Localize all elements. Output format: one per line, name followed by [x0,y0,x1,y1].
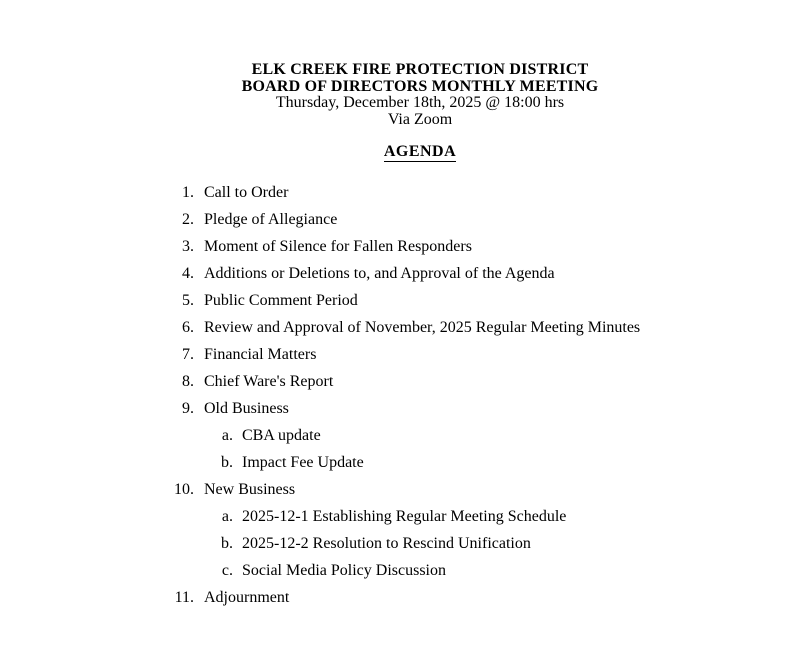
item-text: Review and Approval of November, 2025 Regular Meeting Minutes [204,319,641,336]
item-number: 5. [182,292,194,309]
item-number: 9. [182,400,194,417]
agenda-item [0,476,800,503]
subitem-letter: a. [221,508,233,525]
item-text: Call to Order [204,184,289,201]
agenda-heading-text: AGENDA [383,143,457,160]
subitem-text: Social Media Policy Discussion [242,562,446,579]
item-number: 3. [182,238,194,255]
document-header [40,62,800,128]
agenda-item [0,314,800,341]
agenda-item [0,179,800,206]
agenda-item [0,368,800,395]
agenda-subitem [0,422,800,449]
item-number: 7. [182,346,194,363]
agenda-list [0,179,800,611]
item-number: 10. [174,481,194,498]
document-title-line1: ELK CREEK FIRE PROTECTION DISTRICT [251,61,589,78]
subitem-text: Impact Fee Update [242,454,364,471]
agenda-heading [40,143,800,162]
item-text: Old Business [204,400,289,417]
agenda-item [0,287,800,314]
item-text: Moment of Silence for Fallen Responders [204,238,472,255]
meeting-location: Via Zoom [387,110,453,128]
agenda-item [0,341,800,368]
subitem-text: 2025-12-2 Resolution to Rescind Unification [242,535,531,552]
subitem-letter: c. [221,562,233,579]
item-text: Chief Ware's Report [204,373,334,390]
document-title-line2: BOARD OF DIRECTORS MONTHLY MEETING [241,77,599,95]
item-number: 2. [182,211,194,228]
item-text: Additions or Deletions to, and Approval of the Agenda [204,265,555,282]
item-number: 6. [182,319,194,336]
agenda-item [0,206,800,233]
subitem-letter: a. [221,427,233,444]
item-number: 8. [182,373,194,390]
item-number: 1. [182,184,194,201]
item-text: New Business [204,481,296,498]
agenda-item [0,233,800,260]
agenda-subitem [0,530,800,557]
item-number: 11. [174,589,194,606]
agenda-item [0,584,800,611]
agenda-subitem [0,449,800,476]
subitem-letter: b. [221,535,233,552]
item-text: Adjournment [204,589,290,606]
item-text: Public Comment Period [204,292,358,309]
subitem-letter: b. [221,454,233,471]
agenda-subitem [0,503,800,530]
meeting-datetime: Thursday, December 18th, 2025 @ 18:00 hrs [275,94,565,111]
item-text: Financial Matters [204,346,317,363]
agenda-item [0,395,800,422]
subitem-text: 2025-12-1 Establishing Regular Meeting Schedule [242,508,567,525]
item-number: 4. [182,265,194,282]
agenda-item [0,260,800,287]
subitem-text: CBA update [242,427,321,444]
agenda-subitem [0,557,800,584]
item-text: Pledge of Allegiance [204,211,338,228]
